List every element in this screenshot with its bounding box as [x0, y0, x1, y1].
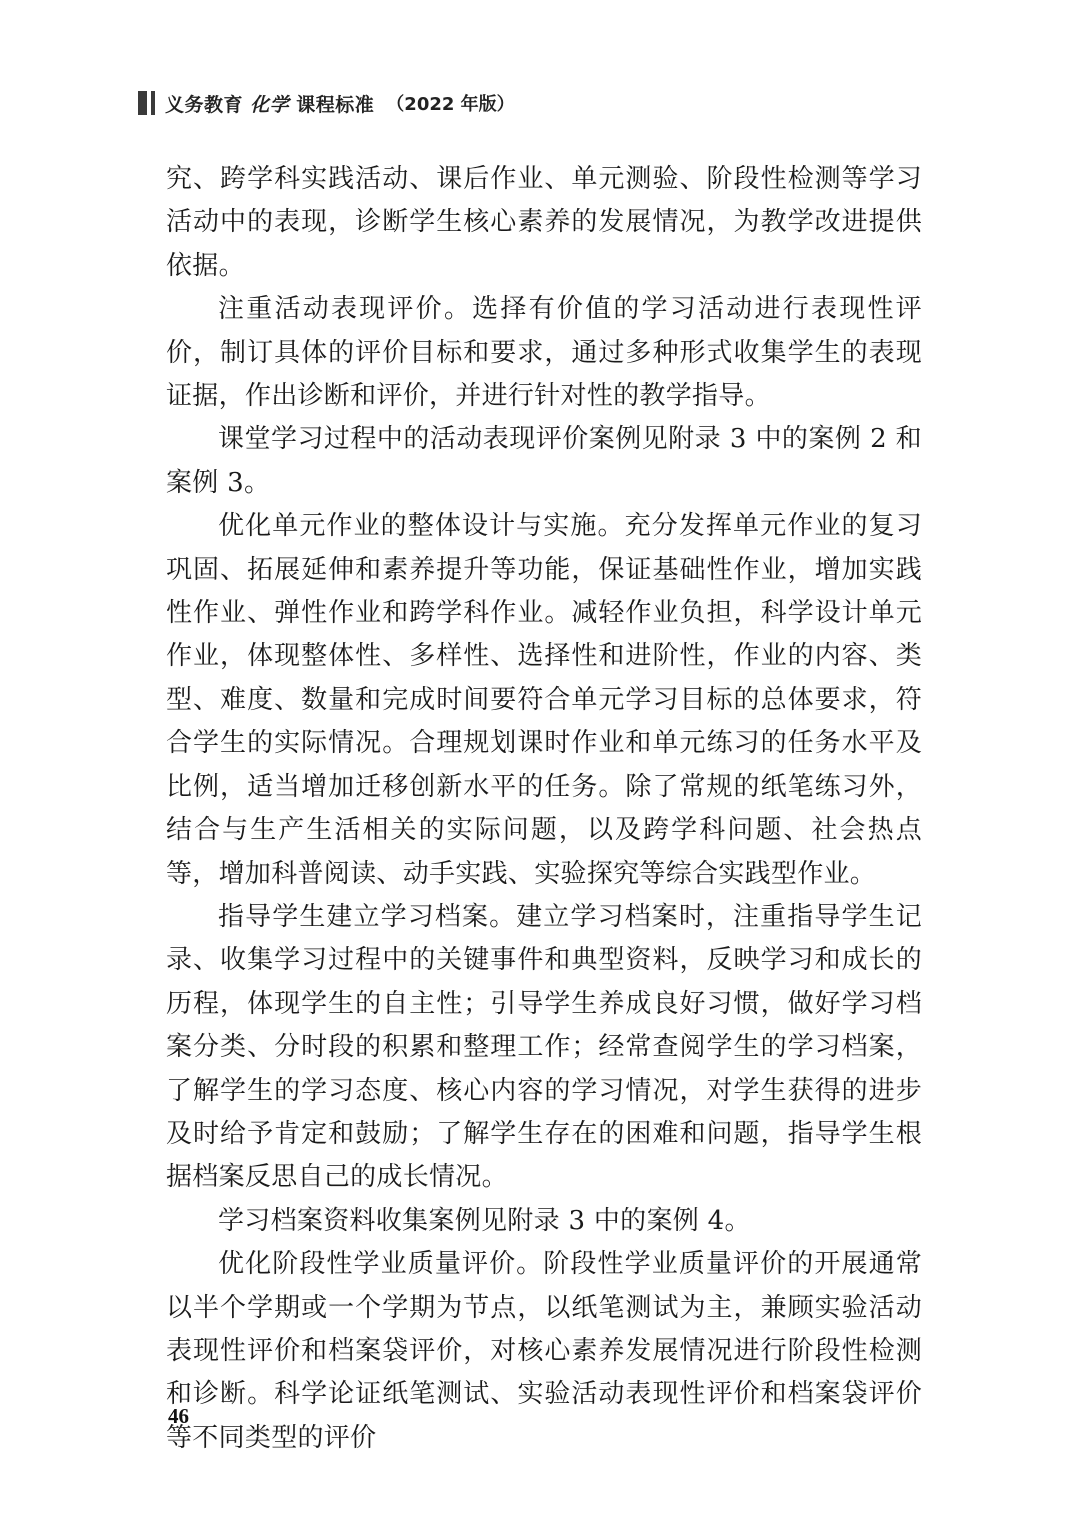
- paragraph: 优化阶段性学业质量评价。阶段性学业质量评价的开展通常以半个学期或一个学期为节点，以纸笔测试为主，兼顾实验活动表现性评价和档案袋评价，对核心素养发展情况进行阶段性检测和诊断。科学论证纸笔测试、实验活动表现性评价和档案袋评价等不同类型的评价: [166, 1249, 922, 1453]
- header-bar-icon: [138, 91, 155, 115]
- paragraph: 优化单元作业的整体设计与实施。充分发挥单元作业的复习巩固、拓展延伸和素养提升等功能，保证基础性作业，增加实践性作业、弹性作业和跨学科作业。减轻作业负担，科学设计单元作业，体现整体性、多样性、选择性和进阶性，作业的内容、类型、难度、数量和完成时间要符合单元学习目标的总体要求，符合学生的实际情况。合理规划课时作业和单元练习的任务水平及比例，适当增加迁移创新水平的任务。除了常规的纸笔练习外，结合与生产生活相关的实际问题，以及跨学科问题、社会热点等，增加科普阅读、动手实践、实验探究等综合实践型作业。: [166, 511, 922, 889]
- paragraph: 注重活动表现评价。选择有价值的学习活动进行表现性评价，制订具体的评价目标和要求，通过多种形式收集学生的表现证据，作出诊断和评价，并进行针对性的教学指导。: [166, 294, 922, 412]
- paragraph-continued: 究、跨学科实践活动、课后作业、单元测验、阶段性检测等学习活动中的表现，诊断学生核心素养的发展情况，为教学改进提供依据。: [166, 164, 922, 281]
- book-title: [165, 90, 374, 117]
- paragraph: 学习档案资料收集案例见附录 3 中的案例 4。: [218, 1205, 751, 1236]
- book-title-part1: 义务教育: [165, 93, 244, 116]
- running-header: [138, 88, 515, 118]
- book-title-part2: 课程标准: [296, 93, 375, 116]
- body-text: [166, 158, 922, 1460]
- book-title-subject: 化学: [250, 93, 290, 116]
- paragraph: 课堂学习过程中的活动表现评价案例见附录 3 中的案例 2 和案例 3。: [166, 424, 922, 498]
- book-edition: （2022 年版）: [386, 94, 515, 115]
- paragraph: 指导学生建立学习档案。建立学习档案时，注重指导学生记录、收集学习过程中的关键事件和典型资料，反映学习和成长的历程，体现学生的自主性；引导学生养成良好习惯，做好学习档案分类、分时段的积累和整理工作；经常查阅学生的学习档案，了解学生的学习态度、核心内容的学习情况，对学生获得的进步及时给予肯定和鼓励；了解学生存在的困难和问题，指导学生根据档案反思自己的成长情况。: [166, 901, 922, 1193]
- page-number: 46: [168, 1404, 189, 1428]
